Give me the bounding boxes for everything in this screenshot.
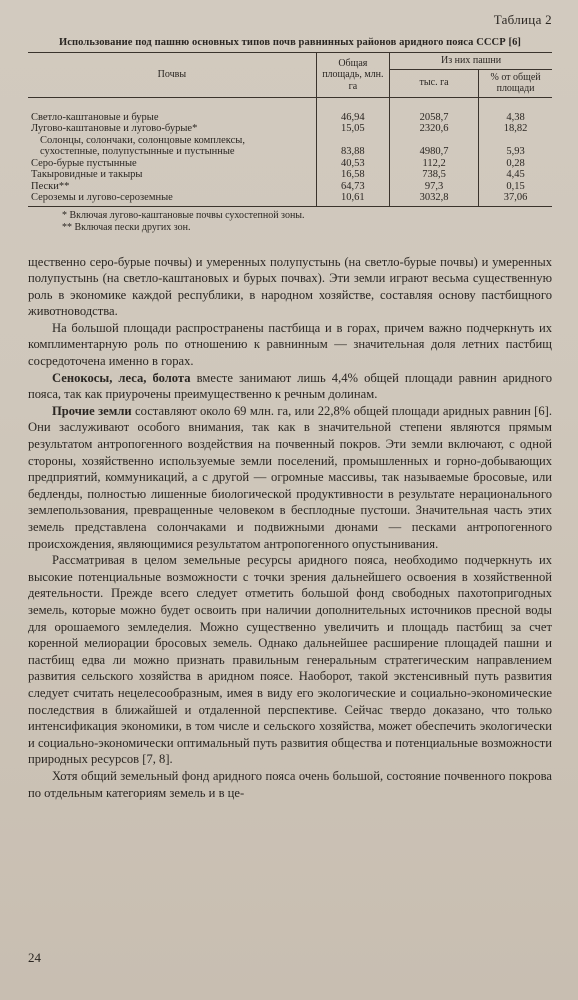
table-row [28,169,552,181]
table-footnotes [62,210,552,234]
row-area [316,135,389,147]
row-name: Лугово-каштановые и лугово-бурые* [31,123,198,134]
row-thousand: 2058,7 [390,97,479,123]
row-thousand: 3032,8 [390,192,479,206]
row-percent: 4,38 [479,97,552,123]
row-area: 10,61 [316,192,389,206]
row-thousand: 112,2 [390,158,479,170]
footnote: * Включая лугово-каштановые почвы сухостепной зоны. [62,209,305,221]
header-percent: % от общей площади [479,69,552,97]
row-area: 15,05 [316,123,389,135]
table-row [28,123,552,135]
table-row [28,158,552,170]
page-number: 24 [28,950,41,965]
row-area: 40,53 [316,158,389,170]
paragraph: На большой площади распространены пастбища и в горах, причем важно подчеркнуть их комплиментарную роль по отношению к равнинным — значительная доля летних пастбищ сосредоточена именно в горах. [28,320,552,369]
paragraph-text: составляют около 69 млн. га, или 22,8% общей площади аридных равнин [6]. Они заслуживают особого внимания, так как в значительной степени являются прямым результатом антропогенного воздействия на почвенный покров. Эти земли включают, с одной стороны, хозяйственно используемые земли поселений, промышленных и горно-добывающих предприятий, коммуникаций, а с другой — огромные массивы, так называемые бросовые, или бедленды, полностью лишенные биологической продуктивности в результате нерационального землепользования, превращенные человеком в бесплодные пустоши. Значительная часть этих земель представлена солончаками и подвижными дюнами — песками антропогенного происхождения, являющимися результатом антропогенного опустынивания. [28,403,552,551]
row-area: 83,88 [316,146,389,158]
row-percent: 37,06 [479,192,552,206]
row-percent: 0,15 [479,181,552,193]
footnote: ** Включая пески других зон. [62,221,191,233]
body-text [28,254,552,802]
row-name: Такыровидные и такыры [31,169,143,180]
row-area: 16,58 [316,169,389,181]
header-thousand-ha: тыс. га [390,69,479,97]
row-name: Пески** [31,180,70,192]
row-percent: 0,28 [479,158,552,170]
paragraph [28,370,552,403]
table-row [28,192,552,206]
header-total-area: Общая площадь, млн. га [316,53,389,98]
table-row [28,146,552,158]
paragraph-text: вместе занимают лишь 4,4% общей площади равнин аридного пояса, так как приурочены преимущественно к речным долинам. [28,370,552,402]
soil-usage-table [28,52,552,207]
header-soils: Почвы [28,53,316,98]
row-thousand: 738,5 [390,169,479,181]
row-name: Серо-бурые пустынные [31,157,137,169]
row-name: Солонцы, солончаки, солонцовые комплексы, [40,134,245,146]
table-title: Использование под пашню основных типов почв равнинных районов аридного пояса СССР [6] [58,37,522,48]
paragraph-heading: Прочие земли [52,403,132,418]
header-arable-group: Из них пашни [390,53,552,70]
row-thousand: 2320,6 [390,123,479,135]
table-row [28,97,552,123]
table-row [28,135,552,147]
row-area: 64,73 [316,181,389,193]
paragraph: Хотя общий земельный фонд аридного пояса очень большой, состояние почвенного покрова по отдельным категориям земель и в це- [28,768,552,800]
table-header-row [28,53,552,70]
table-row [28,181,552,193]
row-name: Сероземы и лугово-сероземные [28,192,316,206]
row-percent: 18,82 [479,123,552,135]
paragraph: щественно серо-бурые почвы) и умеренных полупустынь (на светло-бурые почвы) и умеренных полупустынь (на светло-каштановых и бурых почвах). Эти земли играют весьма существенную роль в экономике каждой республики, в народном хозяйстве, составляя основу пастбищного животноводства. [28,254,552,319]
paragraph-heading: Сенокосы, леса, болота [52,370,191,385]
row-area: 46,94 [316,97,389,123]
row-name: сухостепные, полупустынные и пустынные [40,146,235,157]
table-label: Таблица 2 [493,12,552,27]
row-percent: 4,45 [479,169,552,181]
row-thousand: 97,3 [390,181,479,193]
row-percent [479,135,552,147]
row-percent: 5,93 [479,146,552,158]
paragraph: Рассматривая в целом земельные ресурсы аридного пояса, необходимо подчеркнуть их высокие потенциальные возможности с точки зрения дальнейшего освоения в хозяйственной деятельности. Прежде всего следует отметить большой фонд свободных пахотопригодных земель, которые можно будет освоить при наличии дополнительных источников пресной воды для орошаемого земледелия. Можно существенно увеличить и площадь пастбищ за счет коренной мелиорации бросовых земель. Однако дальнейшее расширение площадей пашни и пастбищ едва ли можно признать правильным генеральным стратегическим направлением развития сельского хозяйства в аридном поясе. Наоборот, такой экстенсивный путь развития следует считать нецелесообразным, имея в виду его экологические и социально-экономические последствия в ближайшей и отдаленной перспективе. Сейчас твердо доказано, что только интенсификация экономики, в том числе и сельского хозяйства, может обеспечить экологически и социально-экономически оптимальный путь развития общества и потенциальные возможности природных ресурсов [7, 8]. [28,553,552,767]
row-name: Светло-каштановые и бурые [31,111,159,123]
paragraph [28,403,552,552]
row-thousand: 4980,7 [390,146,479,158]
row-thousand [390,135,479,147]
